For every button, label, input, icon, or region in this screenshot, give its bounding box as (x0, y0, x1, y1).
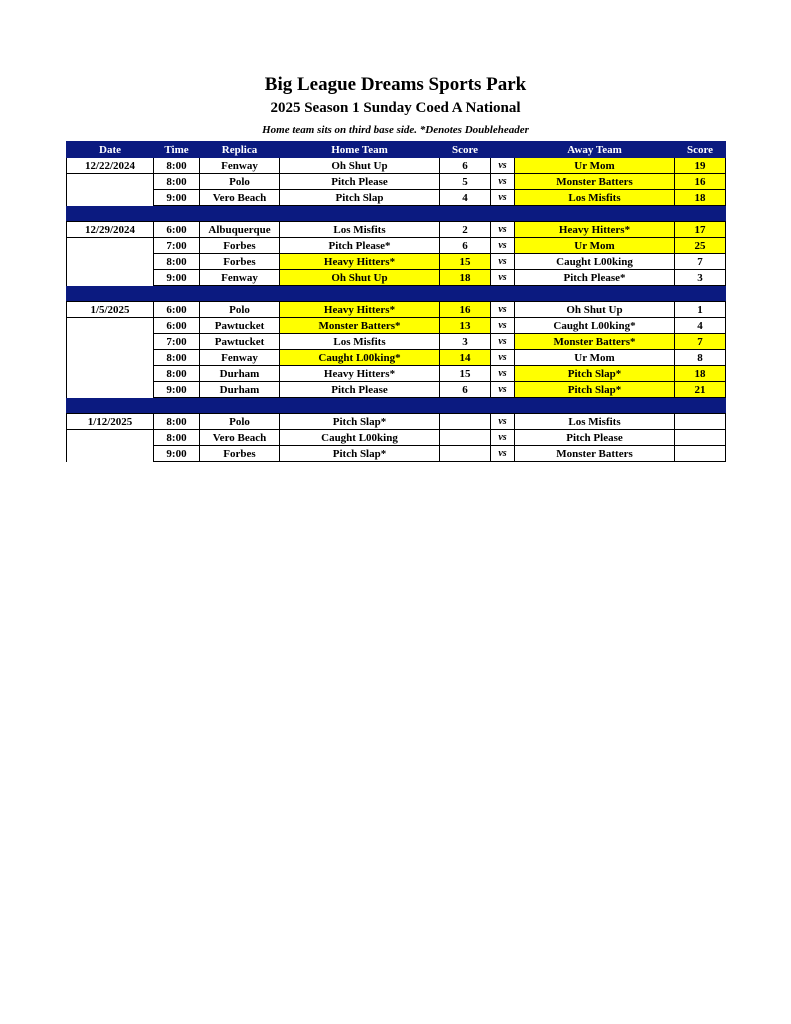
table-row (67, 254, 726, 270)
away-score-cell: 25 (675, 238, 726, 254)
replica-cell: Forbes (200, 254, 280, 270)
separator-cell (675, 286, 726, 302)
vs-cell: vs (491, 174, 515, 190)
home-team-cell: Heavy Hitters* (280, 302, 440, 318)
vs-cell: vs (491, 366, 515, 382)
vs-cell: vs (491, 254, 515, 270)
home-team-cell: Pitch Please* (280, 238, 440, 254)
date-cell-empty (67, 254, 154, 270)
separator-cell (491, 206, 515, 222)
away-score-cell: 19 (675, 158, 726, 174)
time-cell: 6:00 (154, 302, 200, 318)
replica-cell: Pawtucket (200, 334, 280, 350)
table-row (67, 190, 726, 206)
date-cell: 1/12/2025 (67, 414, 154, 430)
away-score-cell: 3 (675, 270, 726, 286)
replica-cell: Fenway (200, 158, 280, 174)
schedule-table (66, 141, 726, 462)
replica-cell: Polo (200, 302, 280, 318)
away-team-cell: Ur Mom (515, 238, 675, 254)
separator-cell (200, 206, 280, 222)
page-title: Big League Dreams Sports Park (264, 74, 527, 95)
away-score-cell: 7 (675, 334, 726, 350)
home-score-cell: 4 (440, 190, 491, 206)
table-row (67, 350, 726, 366)
date-cell-empty (67, 318, 154, 334)
vs-cell: vs (491, 190, 515, 206)
home-team-cell: Oh Shut Up (280, 158, 440, 174)
home-team-cell: Heavy Hitters* (280, 254, 440, 270)
home-score-cell: 15 (440, 366, 491, 382)
home-team-cell: Pitch Please (280, 382, 440, 398)
away-team-cell: Monster Batters (515, 174, 675, 190)
time-cell: 6:00 (154, 222, 200, 238)
schedule-body (67, 158, 726, 462)
home-team-cell: Los Misfits (280, 222, 440, 238)
time-cell: 8:00 (154, 174, 200, 190)
away-team-cell: Ur Mom (515, 158, 675, 174)
date-cell-empty (67, 350, 154, 366)
replica-cell: Vero Beach (200, 190, 280, 206)
home-score-cell: 3 (440, 334, 491, 350)
home-team-cell: Pitch Slap* (280, 446, 440, 462)
vs-cell: vs (491, 414, 515, 430)
away-team-cell: Pitch Please (515, 430, 675, 446)
table-row (67, 414, 726, 430)
away-team-cell: Oh Shut Up (515, 302, 675, 318)
separator-cell (67, 206, 154, 222)
home-score-cell: 15 (440, 254, 491, 270)
date-cell-empty (67, 334, 154, 350)
away-score-cell (675, 430, 726, 446)
away-team-cell: Pitch Please* (515, 270, 675, 286)
date-cell-empty (67, 366, 154, 382)
separator-cell (515, 398, 675, 414)
date-cell-empty (67, 430, 154, 446)
home-score-cell: 13 (440, 318, 491, 334)
away-team-cell: Pitch Slap* (515, 382, 675, 398)
away-score-cell: 17 (675, 222, 726, 238)
away-team-cell: Heavy Hitters* (515, 222, 675, 238)
date-cell: 12/22/2024 (67, 158, 154, 174)
home-team-cell: Pitch Slap* (280, 414, 440, 430)
separator-cell (515, 206, 675, 222)
home-team-cell: Los Misfits (280, 334, 440, 350)
table-row (67, 446, 726, 462)
time-cell: 8:00 (154, 158, 200, 174)
time-cell: 7:00 (154, 334, 200, 350)
replica-cell: Durham (200, 382, 280, 398)
week-separator-row (67, 286, 726, 302)
date-cell: 1/5/2025 (67, 302, 154, 318)
date-cell-empty (67, 382, 154, 398)
vs-cell: vs (491, 302, 515, 318)
away-team-cell: Caught L00king (515, 254, 675, 270)
separator-cell (440, 206, 491, 222)
away-score-cell: 18 (675, 366, 726, 382)
time-cell: 8:00 (154, 254, 200, 270)
column-header-date: Date (67, 142, 154, 158)
replica-cell: Fenway (200, 350, 280, 366)
vs-cell: vs (491, 222, 515, 238)
date-cell-empty (67, 446, 154, 462)
separator-cell (200, 398, 280, 414)
table-row (67, 270, 726, 286)
away-score-cell (675, 414, 726, 430)
table-row (67, 302, 726, 318)
vs-cell: vs (491, 446, 515, 462)
separator-cell (280, 206, 440, 222)
replica-cell: Vero Beach (200, 430, 280, 446)
vs-cell: vs (491, 430, 515, 446)
date-cell: 12/29/2024 (67, 222, 154, 238)
time-cell: 6:00 (154, 318, 200, 334)
time-cell: 9:00 (154, 190, 200, 206)
home-score-cell (440, 446, 491, 462)
away-score-cell: 16 (675, 174, 726, 190)
home-team-cell: Caught L00king* (280, 350, 440, 366)
table-row (67, 318, 726, 334)
home-score-cell (440, 430, 491, 446)
vs-cell: vs (491, 350, 515, 366)
table-header-row (67, 142, 726, 158)
home-score-cell: 5 (440, 174, 491, 190)
away-team-cell: Monster Batters (515, 446, 675, 462)
time-cell: 9:00 (154, 270, 200, 286)
vs-cell: vs (491, 318, 515, 334)
time-cell: 9:00 (154, 382, 200, 398)
separator-cell (200, 286, 280, 302)
separator-cell (440, 286, 491, 302)
vs-cell: vs (491, 158, 515, 174)
home-team-cell: Oh Shut Up (280, 270, 440, 286)
home-score-cell: 2 (440, 222, 491, 238)
away-team-cell: Los Misfits (515, 414, 675, 430)
separator-cell (280, 286, 440, 302)
replica-cell: Durham (200, 366, 280, 382)
vs-cell: vs (491, 334, 515, 350)
table-row (67, 174, 726, 190)
time-cell: 8:00 (154, 430, 200, 446)
home-score-cell: 6 (440, 158, 491, 174)
table-row (67, 430, 726, 446)
time-cell: 9:00 (154, 446, 200, 462)
table-row (67, 238, 726, 254)
replica-cell: Albuquerque (200, 222, 280, 238)
separator-cell (491, 398, 515, 414)
home-score-cell: 6 (440, 382, 491, 398)
replica-cell: Pawtucket (200, 318, 280, 334)
column-header-home-score: Score (440, 142, 491, 158)
home-score-cell: 18 (440, 270, 491, 286)
schedule-note: Home team sits on third base side. *Denotes Doubleheader (262, 124, 529, 136)
column-header-home-team: Home Team (280, 142, 440, 158)
away-team-cell: Los Misfits (515, 190, 675, 206)
time-cell: 8:00 (154, 366, 200, 382)
home-team-cell: Heavy Hitters* (280, 366, 440, 382)
separator-cell (154, 398, 200, 414)
time-cell: 8:00 (154, 350, 200, 366)
separator-cell (675, 398, 726, 414)
table-row (67, 222, 726, 238)
away-score-cell: 8 (675, 350, 726, 366)
away-score-cell (675, 446, 726, 462)
home-team-cell: Monster Batters* (280, 318, 440, 334)
page-subtitle: 2025 Season 1 Sunday Coed A National (270, 100, 521, 116)
replica-cell: Forbes (200, 446, 280, 462)
home-score-cell (440, 414, 491, 430)
table-row (67, 366, 726, 382)
separator-cell (154, 286, 200, 302)
separator-cell (67, 286, 154, 302)
home-team-cell: Pitch Please (280, 174, 440, 190)
replica-cell: Forbes (200, 238, 280, 254)
away-score-cell: 7 (675, 254, 726, 270)
separator-cell (491, 286, 515, 302)
away-score-cell: 1 (675, 302, 726, 318)
separator-cell (154, 206, 200, 222)
column-header-replica: Replica (200, 142, 280, 158)
away-team-cell: Pitch Slap* (515, 366, 675, 382)
date-cell-empty (67, 174, 154, 190)
away-team-cell: Monster Batters* (515, 334, 675, 350)
home-score-cell: 6 (440, 238, 491, 254)
table-row (67, 334, 726, 350)
column-header-away-score: Score (675, 142, 726, 158)
away-score-cell: 18 (675, 190, 726, 206)
time-cell: 7:00 (154, 238, 200, 254)
away-score-cell: 4 (675, 318, 726, 334)
week-separator-row (67, 206, 726, 222)
separator-cell (515, 286, 675, 302)
replica-cell: Polo (200, 174, 280, 190)
home-team-cell: Caught L00king (280, 430, 440, 446)
column-header-vs (491, 142, 515, 158)
home-score-cell: 14 (440, 350, 491, 366)
column-header-time: Time (154, 142, 200, 158)
away-team-cell: Caught L00king* (515, 318, 675, 334)
away-score-cell: 21 (675, 382, 726, 398)
column-header-away-team: Away Team (515, 142, 675, 158)
vs-cell: vs (491, 238, 515, 254)
replica-cell: Fenway (200, 270, 280, 286)
separator-cell (280, 398, 440, 414)
date-cell-empty (67, 238, 154, 254)
date-cell-empty (67, 270, 154, 286)
vs-cell: vs (491, 270, 515, 286)
time-cell: 8:00 (154, 414, 200, 430)
home-score-cell: 16 (440, 302, 491, 318)
separator-cell (675, 206, 726, 222)
separator-cell (67, 398, 154, 414)
replica-cell: Polo (200, 414, 280, 430)
vs-cell: vs (491, 382, 515, 398)
home-team-cell: Pitch Slap (280, 190, 440, 206)
separator-cell (440, 398, 491, 414)
date-cell-empty (67, 190, 154, 206)
table-row (67, 382, 726, 398)
week-separator-row (67, 398, 726, 414)
away-team-cell: Ur Mom (515, 350, 675, 366)
table-row (67, 158, 726, 174)
